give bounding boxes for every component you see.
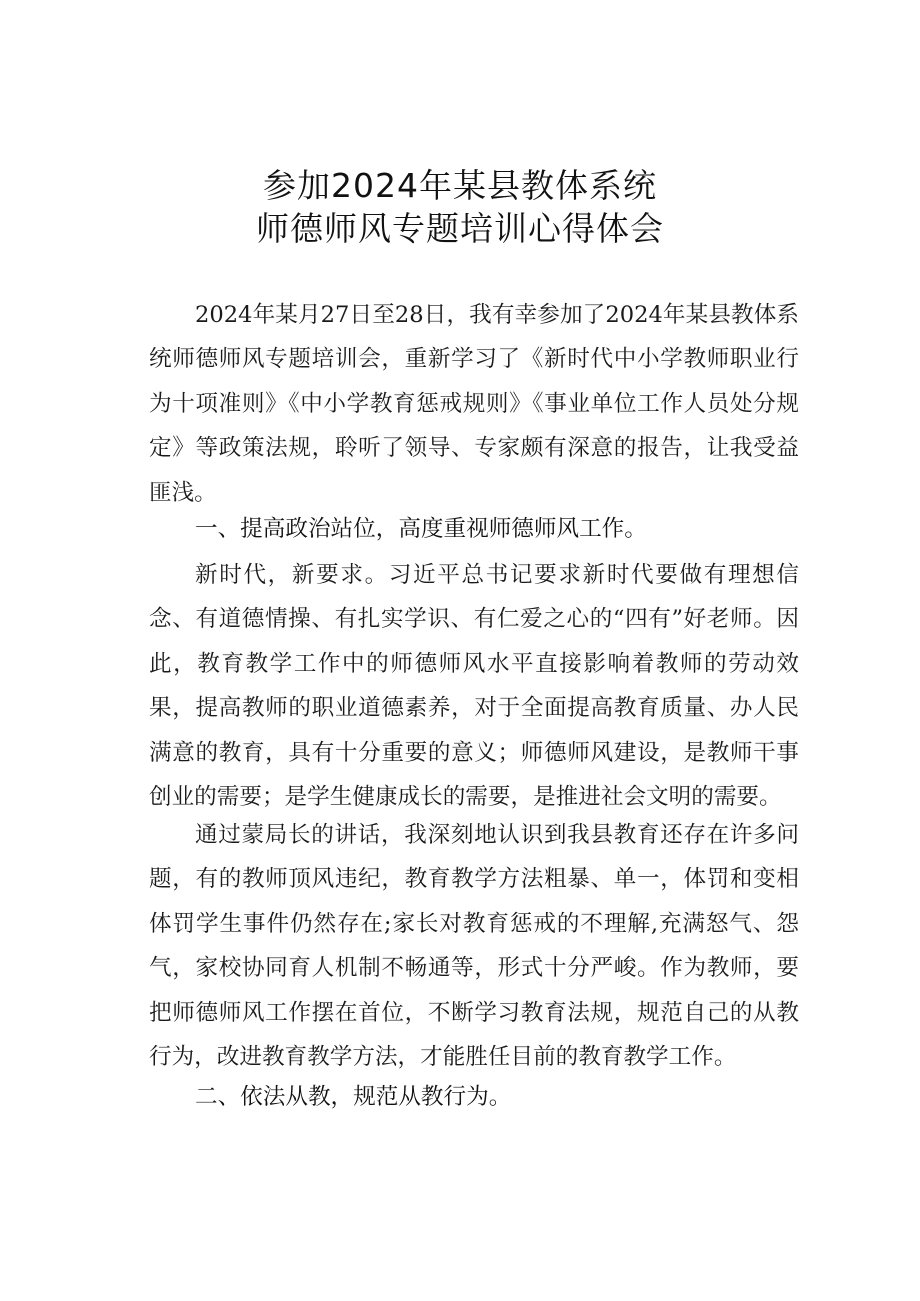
document-title-line-1: 参加2024年某县教体系统 bbox=[263, 166, 657, 205]
paragraph-intro-text: 2024年某月27日至28日，我有幸参加了2024年某县教体系统师德师风专题培训会，重新学习了《新时代中小学教师职业行为十项准则》《中小学教育惩戒规则》《事业单位工作人员处分规定》等政策法规，聆听了领导、专家颇有深意的报告，让我受益匪浅。 bbox=[149, 302, 799, 506]
paragraph-section-1b-text: 通过蒙局长的讲话，我深刻地认识到我县教育还存在许多问题，有的教师顶风违纪，教育教学方法粗暴、单一，体罚和变相体罚学生事件仍然存在;家长对教育惩戒的不理解,充满怒气、怨气，家校协同育人机制不畅通等，形式十分严峻。作为教师，要把师德师风工作摆在首位，不断学习教育法规，规范自己的从教行为，改进教育教学方法，才能胜任目前的教育教学工作。 bbox=[149, 822, 799, 1071]
section-heading-1: 一、提高政治站位，高度重视师德师风工作。 bbox=[195, 516, 647, 542]
paragraph-section-1a-text: 新时代，新要求。习近平总书记要求新时代要做有理想信念、有道德情操、有扎实学识、有仁爱之心的“四有”好老师。因此，教育教学工作中的师德师风水平直接影响着教师的劳动效果，提高教师的职业道德素养，对于全面提高教育质量、办人民满意的教育，具有十分重要的意义；师德师风建设，是教师干事创业的需要；是学生健康成长的需要，是推进社会文明的需要。 bbox=[149, 562, 799, 811]
paragraph-intro bbox=[149, 293, 799, 515]
section-heading-2: 二、依法从教，规范从教行为。 bbox=[195, 1084, 512, 1110]
paragraph-section-1b bbox=[149, 813, 799, 1079]
paragraph-section-1a bbox=[149, 553, 799, 819]
document-title-line-2: 师德师风专题培训心得体会 bbox=[256, 209, 664, 248]
